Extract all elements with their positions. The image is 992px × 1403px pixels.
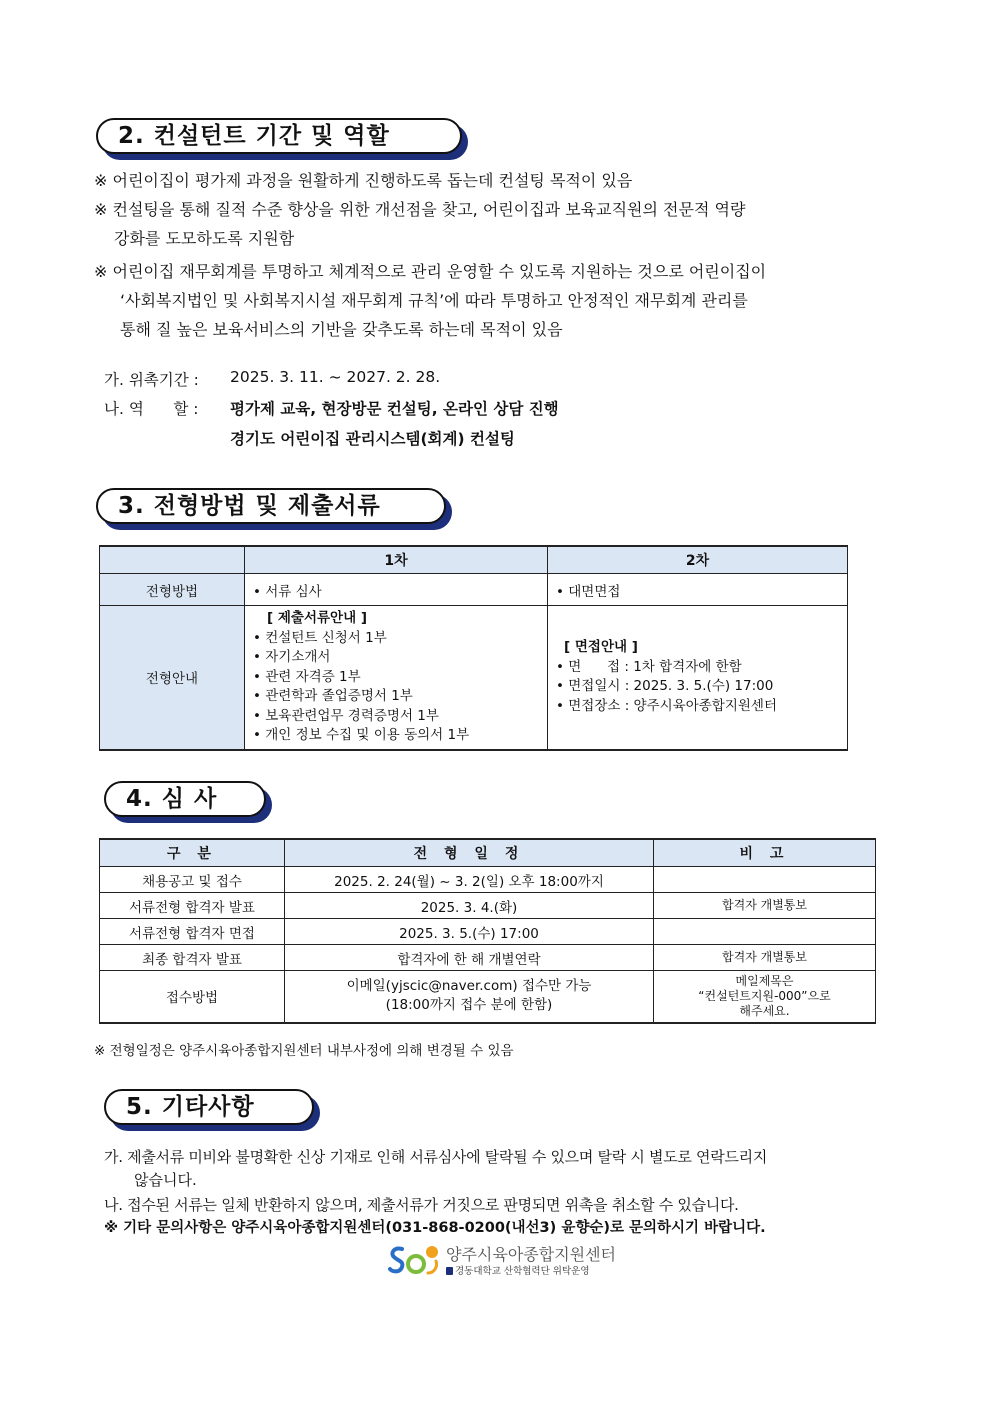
section2-note-3b: ‘사회복지법인 및 사회복지시설 재무회계 규칙’에 따라 투명하고 안정적인 재무회계 관리를 [120, 291, 748, 310]
table-row-label: 최종 합격자 발표 [100, 945, 285, 971]
role-label: 나. 역 할 : [104, 400, 199, 418]
apply-method-line-2: (18:00까지 접수 분에 한함) [385, 997, 553, 1014]
table-row-schedule: 2025. 3. 4.(화) [285, 893, 654, 919]
row-method-c1: • 서류 심사 [245, 574, 548, 606]
interview-item: • 면접일시 : 2025. 3. 5.(수) 17:00 [556, 678, 774, 695]
table-row-schedule: 합격자에 한 해 개별연락 [285, 945, 654, 971]
center-logo [388, 1243, 628, 1279]
section4-title: 4. 심 사 [104, 781, 266, 817]
table4-head-category: 구 분 [100, 839, 285, 867]
misc-line-2: 나. 접수된 서류는 일체 반환하지 않으며, 제출서류가 거짓으로 판명되면 위촉을 취소할 수 있습니다. [104, 1196, 739, 1214]
table-row-label: 채용공고 및 접수 [100, 867, 285, 893]
interview-title: [ 면접안내 ] [564, 639, 638, 656]
table-row-note [654, 867, 876, 893]
section5-title: 5. 기타사항 [104, 1089, 314, 1125]
role-line-1: 평가제 교육, 현장방문 컨설팅, 온라인 상담 진행 [230, 400, 559, 418]
center-logo-name: 양주시육아종합지원센터 [446, 1245, 617, 1264]
docs-title: [ 제출서류안내 ] [267, 610, 367, 626]
apply-note-line-1: 메일제목은 [735, 973, 794, 988]
apply-note-line-3: 해주세요. [739, 1003, 790, 1018]
section2-note-3: ※ 어린이집 재무회계를 투명하고 체계적으로 관리 운영할 수 있도록 지원하는 것으로 어린이집이 [94, 262, 767, 281]
section2-note-2b: 강화를 도모하도록 지원함 [114, 229, 295, 248]
interview-item: • 면 접 : 1차 합격자에 한함 [556, 658, 742, 675]
section2-note-3c: 통해 질 높은 보육서비스의 기반을 갖추도록 하는데 목적이 있음 [120, 320, 563, 339]
misc-line-3: ※ 기타 문의사항은 양주시육아종합지원센터(031-868-0200(내선3) 윤향순)로 문의하시기 바랍니다. [104, 1220, 766, 1236]
docs-cell [245, 606, 548, 750]
docs-item: • 관련 자격증 1부 [253, 668, 361, 685]
table4-head-schedule: 전 형 일 정 [285, 839, 654, 867]
section2-header [96, 118, 462, 154]
university-emblem-icon [446, 1267, 453, 1275]
period-label: 가. 위촉기간 : [104, 371, 199, 389]
docs-item: • 관련학과 졸업증명서 1부 [253, 688, 413, 704]
table3-col-2: 2차 [548, 546, 848, 574]
table3-col-1: 1차 [245, 546, 548, 574]
center-logo-sub [446, 1263, 590, 1277]
apply-method-line-1: 이메일(yjscic@naver.com) 접수만 가능 [346, 978, 592, 995]
table-row-note: 합격자 개별통보 [654, 945, 876, 971]
table-row-note [654, 919, 876, 945]
apply-method-cell [285, 971, 654, 1023]
table3-corner [100, 546, 245, 574]
interview-cell [548, 606, 848, 750]
misc-line-1b: 않습니다. [134, 1171, 197, 1189]
misc-line-1: 가. 제출서류 미비와 불명확한 신상 기재로 인해 서류심사에 탈락될 수 있으며 탈락 시 별도로 연락드리지 [104, 1148, 768, 1166]
period-value: 2025. 3. 11. ~ 2027. 2. 28. [230, 368, 441, 386]
interview-item: • 면접장소 : 양주시육아종합지원센터 [556, 697, 777, 714]
section2-title: 2. 컨설턴트 기간 및 역할 [96, 118, 462, 154]
section2-note-1: ※ 어린이집이 평가제 과정을 원활하게 진행하도록 돕는데 컨설팅 목적이 있음 [94, 171, 633, 190]
section3-title: 3. 전형방법 및 제출서류 [96, 488, 446, 524]
section2-note-2: ※ 컨설팅을 통해 질적 수준 향상을 위한 개선점을 찾고, 어린이집과 보육교직원의 전문적 역량 [94, 200, 746, 219]
center-logo-sub-text: 경동대학교 산학협력단 위탁운영 [455, 1266, 590, 1277]
docs-item: • 보육관련업무 경력증명서 1부 [253, 707, 439, 724]
table-row-label: 서류전형 합격자 면접 [100, 919, 285, 945]
section3-header [96, 488, 446, 524]
row-method-label: 전형방법 [100, 574, 245, 606]
row-guide-label: 전형안내 [100, 606, 245, 750]
apply-note-cell [654, 971, 876, 1023]
apply-method-label: 접수방법 [100, 971, 285, 1023]
screening-table [99, 838, 876, 1024]
docs-item: • 개인 정보 수집 및 이용 동의서 1부 [253, 727, 470, 743]
table-row-note: 합격자 개별통보 [654, 893, 876, 919]
table-row-schedule: 2025. 3. 5.(수) 17:00 [285, 919, 654, 945]
apply-note-line-2: “컨설턴트지원-000”으로 [698, 988, 831, 1003]
selection-table [99, 545, 848, 751]
row-method-c2: • 대면면접 [548, 574, 848, 606]
docs-item: • 자기소개서 [253, 649, 331, 665]
center-logo-icon [388, 1243, 440, 1277]
schedule-footnote: ※ 전형일정은 양주시육아종합지원센터 내부사정에 의해 변경될 수 있음 [94, 1043, 514, 1059]
table4-head-note: 비 고 [654, 839, 876, 867]
section5-header [104, 1089, 314, 1125]
section4-header [104, 781, 266, 817]
table-row-schedule: 2025. 2. 24(월) ~ 3. 2(일) 오후 18:00까지 [285, 867, 654, 893]
docs-item: • 컨설턴트 신청서 1부 [253, 629, 387, 646]
role-line-2: 경기도 어린이집 관리시스템(회계) 컨설팅 [230, 430, 515, 448]
table-row-label: 서류전형 합격자 발표 [100, 893, 285, 919]
